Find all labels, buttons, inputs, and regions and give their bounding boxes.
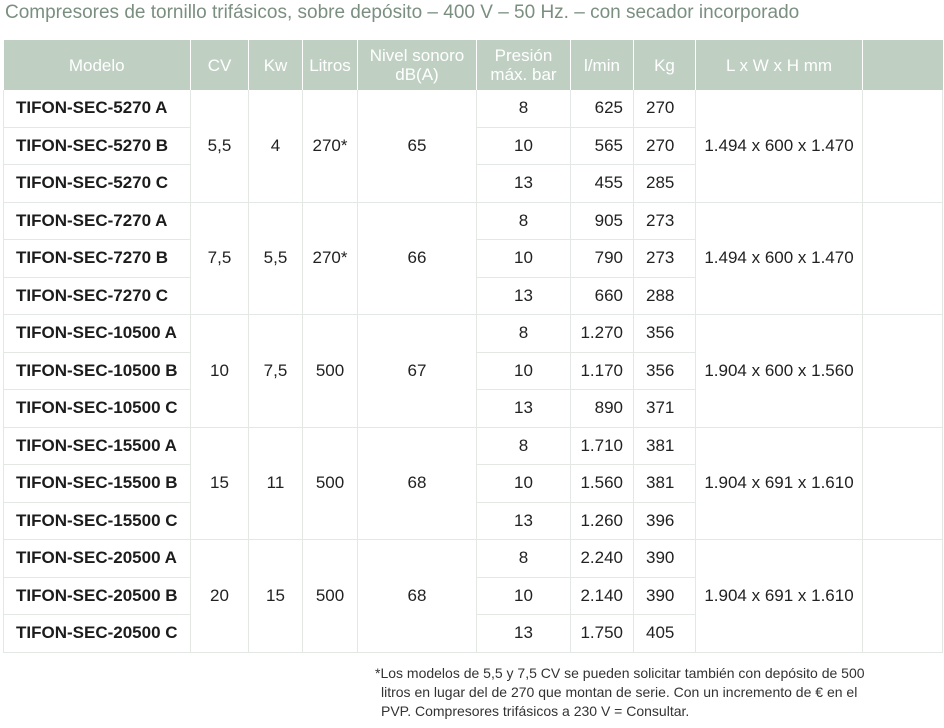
presion-cell: 10	[477, 352, 571, 390]
table-row	[4, 202, 943, 240]
header-lmin: l/min	[571, 40, 634, 90]
dimensions-cell: 1.904 x 691 x 1.610	[696, 427, 863, 540]
header-dimensions: L x W x H mm	[696, 40, 863, 90]
model-cell: TIFON-SEC-7270 B	[4, 240, 191, 278]
lmin-cell: 1.750	[571, 615, 634, 653]
kg-cell: 381	[634, 427, 696, 465]
model-cell: TIFON-SEC-15500 B	[4, 465, 191, 503]
kg-cell: 390	[634, 540, 696, 578]
presion-cell: 8	[477, 90, 571, 127]
model-cell: TIFON-SEC-7270 C	[4, 277, 191, 315]
presion-cell: 13	[477, 502, 571, 540]
litros-cell: 500	[303, 540, 358, 653]
presion-cell: 10	[477, 240, 571, 278]
presion-cell: 10	[477, 577, 571, 615]
presion-cell: 13	[477, 277, 571, 315]
header-presion-line2: máx. bar	[490, 65, 557, 84]
kg-cell: 356	[634, 315, 696, 353]
kg-cell: 371	[634, 390, 696, 428]
litros-cell: 270*	[303, 202, 358, 315]
model-cell: TIFON-SEC-5270 C	[4, 165, 191, 203]
kg-cell: 356	[634, 352, 696, 390]
model-cell: TIFON-SEC-5270 A	[4, 90, 191, 127]
kw-cell: 15	[249, 540, 303, 653]
presion-cell: 8	[477, 427, 571, 465]
kg-cell: 270	[634, 127, 696, 165]
model-cell: TIFON-SEC-10500 C	[4, 390, 191, 428]
header-nivel-line1: Nivel sonoro	[369, 46, 465, 65]
kw-cell: 11	[249, 427, 303, 540]
footnote-line-2: litros en lugar del de 270 que montan de serie. Con un incremento de € en el	[381, 684, 858, 700]
model-cell: TIFON-SEC-20500 A	[4, 540, 191, 578]
footnote-line-3: PVP. Compresores trifásicos a 230 V = Consultar.	[381, 703, 690, 719]
kw-cell: 7,5	[249, 315, 303, 428]
presion-cell: 10	[477, 465, 571, 503]
kg-cell: 390	[634, 577, 696, 615]
model-cell: TIFON-SEC-15500 A	[4, 427, 191, 465]
page-title: Compresores de tornillo trifásicos, sobre depósito – 400 V – 50 Hz. – con secador incorporado	[5, 2, 800, 23]
kg-cell: 405	[634, 615, 696, 653]
extra-cell	[863, 315, 943, 428]
lmin-cell: 1.710	[571, 427, 634, 465]
header-kg: Kg	[634, 40, 696, 90]
presion-cell: 8	[477, 315, 571, 353]
lmin-cell: 455	[571, 165, 634, 203]
header-presion	[477, 40, 571, 90]
lmin-cell: 1.260	[571, 502, 634, 540]
header-kw: Kw	[249, 40, 303, 90]
model-cell: TIFON-SEC-10500 B	[4, 352, 191, 390]
kg-cell: 270	[634, 90, 696, 127]
nivel-cell: 66	[358, 202, 477, 315]
kg-cell: 285	[634, 165, 696, 203]
table-row	[4, 540, 943, 578]
kw-cell: 4	[249, 90, 303, 202]
presion-cell: 8	[477, 540, 571, 578]
dimensions-cell: 1.904 x 600 x 1.560	[696, 315, 863, 428]
cv-cell: 7,5	[191, 202, 249, 315]
nivel-cell: 65	[358, 90, 477, 202]
nivel-cell: 67	[358, 315, 477, 428]
presion-cell: 13	[477, 615, 571, 653]
model-cell: TIFON-SEC-20500 B	[4, 577, 191, 615]
header-presion-line1: Presión	[494, 46, 553, 65]
header-modelo: Modelo	[4, 40, 191, 90]
dimensions-cell: 1.494 x 600 x 1.470	[696, 202, 863, 315]
table-header-row	[4, 40, 943, 90]
kg-cell: 381	[634, 465, 696, 503]
nivel-cell: 68	[358, 427, 477, 540]
presion-cell: 10	[477, 127, 571, 165]
cv-cell: 10	[191, 315, 249, 428]
cv-cell: 20	[191, 540, 249, 653]
table-row	[4, 427, 943, 465]
model-cell: TIFON-SEC-10500 A	[4, 315, 191, 353]
table-body	[4, 90, 943, 652]
lmin-cell: 565	[571, 127, 634, 165]
extra-cell	[863, 540, 943, 653]
lmin-cell: 625	[571, 90, 634, 127]
lmin-cell: 1.270	[571, 315, 634, 353]
lmin-cell: 660	[571, 277, 634, 315]
presion-cell: 8	[477, 202, 571, 240]
lmin-cell: 790	[571, 240, 634, 278]
presion-cell: 13	[477, 165, 571, 203]
header-extra	[863, 40, 943, 90]
model-cell: TIFON-SEC-15500 C	[4, 502, 191, 540]
presion-cell: 13	[477, 390, 571, 428]
lmin-cell: 2.140	[571, 577, 634, 615]
kg-cell: 396	[634, 502, 696, 540]
litros-cell: 500	[303, 427, 358, 540]
extra-cell	[863, 427, 943, 540]
kg-cell: 273	[634, 240, 696, 278]
cv-cell: 5,5	[191, 90, 249, 202]
header-cv: CV	[191, 40, 249, 90]
extra-cell	[863, 90, 943, 202]
kg-cell: 273	[634, 202, 696, 240]
header-nivel-line2: dB(A)	[395, 65, 439, 84]
table-row	[4, 90, 943, 127]
kw-cell: 5,5	[249, 202, 303, 315]
extra-cell	[863, 202, 943, 315]
compressor-spec-table	[3, 40, 943, 653]
nivel-cell: 68	[358, 540, 477, 653]
kg-cell: 288	[634, 277, 696, 315]
header-litros: Litros	[303, 40, 358, 90]
dimensions-cell: 1.904 x 691 x 1.610	[696, 540, 863, 653]
cv-cell: 15	[191, 427, 249, 540]
footnote	[375, 664, 935, 721]
lmin-cell: 905	[571, 202, 634, 240]
model-cell: TIFON-SEC-7270 A	[4, 202, 191, 240]
header-nivel-sonoro	[358, 40, 477, 90]
litros-cell: 500	[303, 315, 358, 428]
model-cell: TIFON-SEC-5270 B	[4, 127, 191, 165]
dimensions-cell: 1.494 x 600 x 1.470	[696, 90, 863, 202]
litros-cell: 270*	[303, 90, 358, 202]
lmin-cell: 2.240	[571, 540, 634, 578]
lmin-cell: 1.170	[571, 352, 634, 390]
lmin-cell: 1.560	[571, 465, 634, 503]
footnote-line-1: *Los modelos de 5,5 y 7,5 CV se pueden solicitar también con depósito de 500	[375, 665, 865, 681]
model-cell: TIFON-SEC-20500 C	[4, 615, 191, 653]
lmin-cell: 890	[571, 390, 634, 428]
table-row	[4, 315, 943, 353]
